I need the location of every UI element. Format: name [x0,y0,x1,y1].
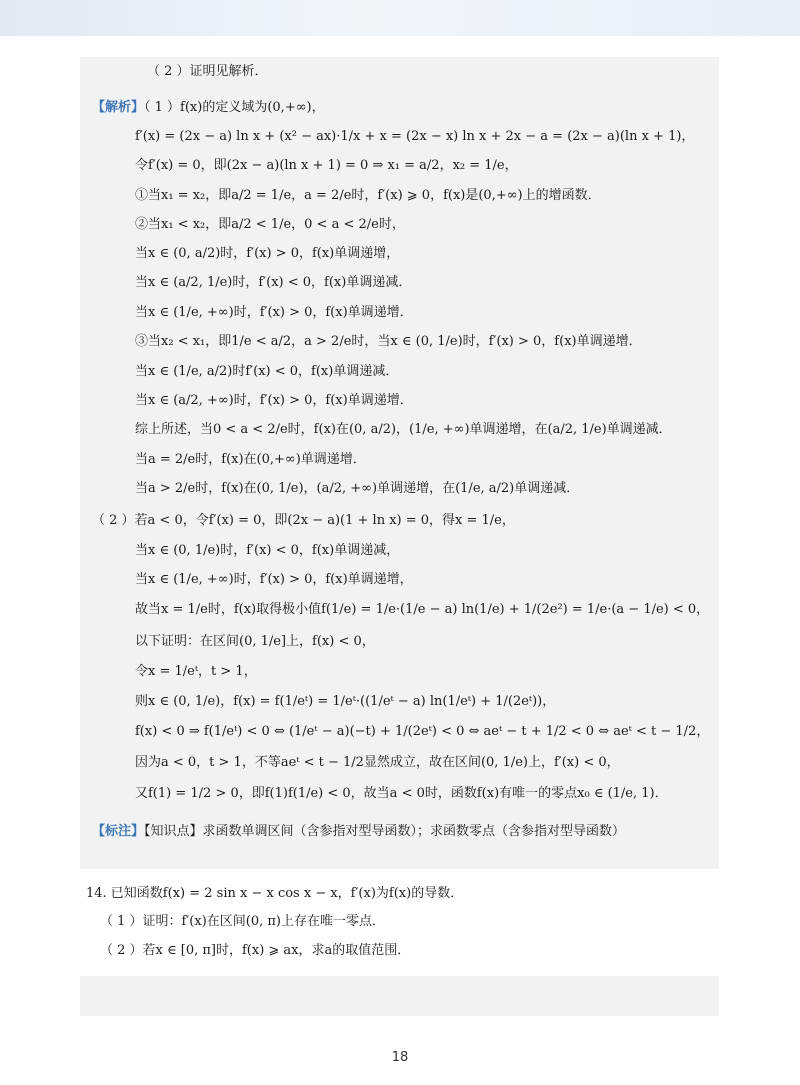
analysis-line-18: 故当x = 1/e时，f(x)取得极小值f(1/e) = 1/e·(1/e − a) ln(1/e) + 1/(2e²) = 1/e·(a − 1/e) < 0， [135,602,710,617]
analysis-line-16: 当x ∈ (0, 1/e)时，f′(x) < 0，f(x)单调递减， [135,543,400,558]
note-line [92,822,625,842]
analysis-tag: 【解析】 [92,100,145,115]
analysis-line-8: 当x ∈ (1/e, +∞)时，f′(x) > 0，f(x)单调递增． [135,305,413,320]
problem14-stem: 14. 已知函数f(x) = 2 sin x − x cos x − x，f′(x)为f(x)的导数． [86,886,464,901]
analysis-line-21: 则x ∈ (0, 1/e)，f(x) = f(1/eᵗ) = 1/eᵗ·((1/eᵗ − a) ln(1/eᵗ) + 1/(2eᵗ))， [135,694,556,709]
analysis-line-9: ③当x₂ < x₁，即1/e < a/2，a > 2/e时，当x ∈ (0, 1/e)时，f′(x) > 0，f(x)单调递增． [135,334,642,349]
analysis-line-4: ①当x₁ = x₂，即a/2 = 1/e，a = 2/e时，f′(x) ⩾ 0，f(x)是(0,+∞)上的增函数． [135,188,601,203]
analysis-line-22: f(x) < 0 ⇒ f(1/eᵗ) < 0 ⇔ (1/eᵗ − a)(−t) + 1/(2eᵗ) < 0 ⇔ aeᵗ − t + 1/2 < 0 ⇔ aeᵗ < t − 1/2， [135,724,710,739]
analysis-line-14: 当a > 2/e时，f(x)在(0, 1/e)，(a/2, +∞)单调递增，在(1/e, a/2)单调递减． [135,481,580,496]
note-text: 【知识点】求函数单调区间（含参指对型导函数）；求函数零点（含参指对型导函数） [144,824,626,839]
analysis-line-6: 当x ∈ (0, a/2)时，f′(x) > 0，f(x)单调递增， [135,246,400,261]
analysis-line-23: 因为a < 0，t > 1，不等aeᵗ < t − 1/2显然成立，故在区间(0, 1/e)上，f′(x) < 0， [135,755,620,770]
analysis-line-1: 【解析】（ 1 ）f(x)的定义域为(0,+∞)， [92,100,325,115]
analysis-line-5: ②当x₁ < x₂，即a/2 < 1/e，0 < a < 2/e时， [135,217,405,232]
problem14-q2: （ 2 ）若x ∈ [0, π]时，f(x) ⩾ ax，求a的取值范围． [100,943,411,958]
analysis-line-10: 当x ∈ (1/e, a/2)时f′(x) < 0，f(x)单调递减． [135,364,399,379]
analysis-line-7: 当x ∈ (a/2, 1/e)时，f′(x) < 0，f(x)单调递减． [135,275,412,290]
part2-answer: （ 2 ）证明见解析． [147,64,268,79]
header-band [0,0,800,36]
analysis-line-20: 令x = 1/eᵗ，t > 1， [135,664,257,679]
problem14-q1: （ 1 ）证明：f′(x)在区间(0, π)上存在唯一零点． [100,914,385,929]
analysis-line-24: 又f(1) = 1/2 > 0，即f(1)f(1/e) < 0，故当a < 0时，函数f(x)有唯一的零点x₀ ∈ (1/e, 1)． [135,786,668,801]
analysis-line-19: 以下证明：在区间(0, 1/e]上，f(x) < 0， [135,634,375,649]
analysis-line-11: 当x ∈ (a/2, +∞)时，f′(x) > 0，f(x)单调递增． [135,393,413,408]
analysis-line-2: f′(x) = (2x − a) ln x + (x² − ax)·1/x + x = (2x − x) ln x + 2x − a = (2x − a)(ln x + 1)， [135,129,695,144]
analysis-line-13: 当a = 2/e时，f(x)在(0,+∞)单调递增． [135,452,366,467]
analysis-line-12: 综上所述，当0 < a < 2/e时，f(x)在(0, a/2)，(1/e, +∞)单调递增，在(a/2, 1/e)单调递减． [135,422,672,437]
analysis-line-15: （ 2 ）若a < 0，令f′(x) = 0，即(2x − a)(1 + ln x) = 0，得x = 1/e， [92,513,515,528]
note-tag: 【标注】 [92,824,145,839]
page-number: 18 [391,1050,409,1065]
answer-area-panel [80,976,719,1016]
analysis-line-3: 令f′(x) = 0，即(2x − a)(ln x + 1) = 0 ⇒ x₁ = a/2，x₂ = 1/e， [135,158,518,173]
analysis-line-17: 当x ∈ (1/e, +∞)时，f′(x) > 0，f(x)单调递增， [135,572,413,587]
